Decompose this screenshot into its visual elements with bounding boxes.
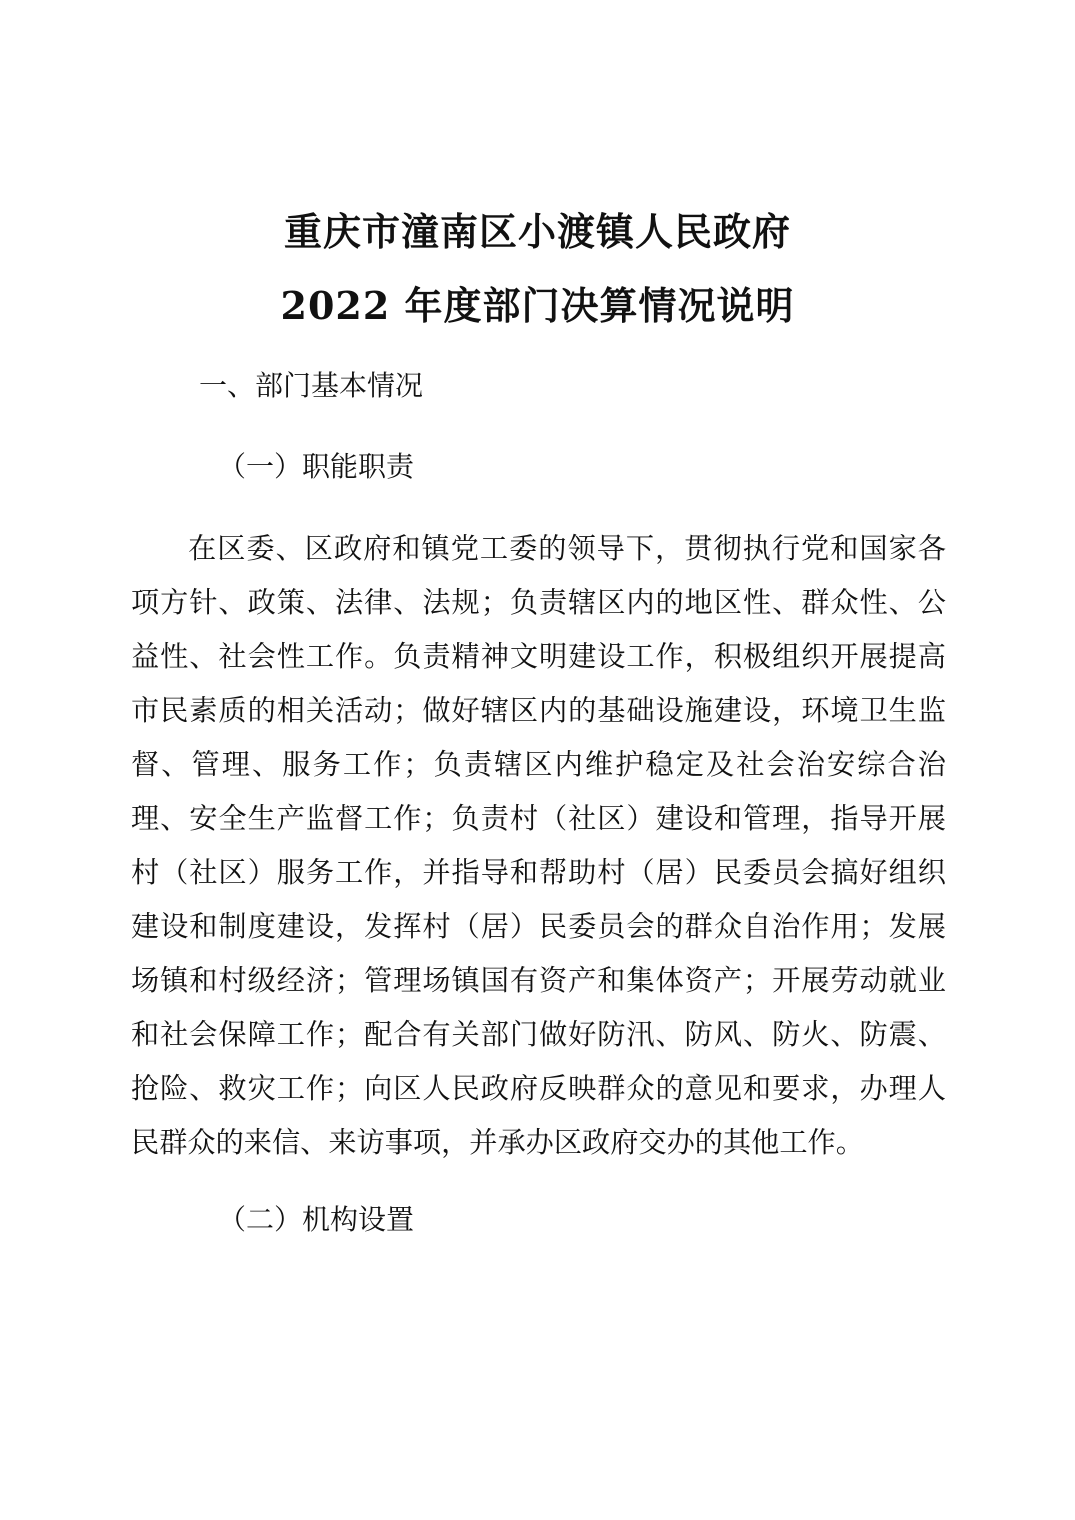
document-title-line2: 2022 年度部门决算情况说明: [280, 283, 795, 328]
document-title-line1: 重庆市潼南区小渡镇人民政府: [283, 209, 791, 254]
subsection-heading-organization: （二）机构设置: [218, 1203, 415, 1236]
functions-paragraph: 在区委、区政府和镇党工委的领导下，贯彻执行党和国家各项方针、政策、法律、法规；负责辖区内的地区性、群众性、公益性、社会性工作。负责精神文明建设工作，积极组织开展提高市民素质的相关活动；做好辖区内的基础设施建设，环境卫生监督、管理、服务工作；负责辖区内维护稳定及社会治安综合治理、安全生产监督工作；负责村（社区）建设和管理，指导开展村（社区）服务工作，并指导和帮助村（居）民委员会搞好组织建设和制度建设，发挥村（居）民委员会的群众自治作用；发展场镇和村级经济；管理场镇国有资产和集体资产；开展劳动就业和社会保障工作；配合有关部门做好防汛、防风、防火、防震、抢险、救灾工作；向区人民政府反映群众的意见和要求，办理人民群众的来信、来访事项，并承办区政府交办的其他工作。: [131, 532, 946, 1159]
section-heading-basic-info: 一、部门基本情况: [199, 369, 424, 402]
subsection-heading-functions: （一）职能职责: [218, 450, 415, 483]
